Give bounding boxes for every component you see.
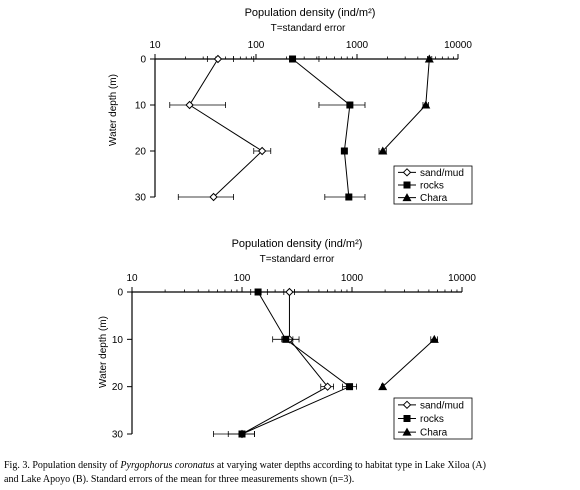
chart-a-y-ticks — [135, 55, 155, 204]
chart-a-legend-marker-rocks — [404, 182, 411, 189]
chart-b-x-tick-label: 1000 — [340, 273, 364, 284]
chart-a-legend-label-sand-mud: sand/mud — [420, 167, 464, 179]
chart-panel-a — [108, 7, 472, 204]
chart-a-subtitle: T=standard error — [270, 23, 346, 34]
caption-prefix: Fig. 3. Population density of — [4, 460, 121, 471]
chart-a-line-chara — [383, 59, 430, 151]
chart-panel-b — [98, 238, 476, 441]
chart-b-y-tick-label: 20 — [111, 382, 123, 394]
chart-a-x-tick-label: 10000 — [444, 40, 472, 51]
chart-a-legend-label-chara: Chara — [420, 193, 448, 205]
chart-a-title — [245, 7, 376, 19]
chart-b-point-rocks — [346, 383, 353, 390]
chart-a-line-rocks — [293, 59, 350, 197]
chart-a-x-tick-label: 100 — [247, 40, 265, 51]
chart-a-y-tick-label: 0 — [140, 54, 146, 66]
chart-b-point-rocks — [239, 431, 246, 438]
chart-b-legend-label-rocks: rocks — [420, 414, 444, 425]
chart-a-point-rocks — [345, 194, 352, 201]
chart-b-y-tick-label: 0 — [117, 287, 123, 299]
chart-b-line-chara — [383, 339, 435, 386]
chart-b-ylabel: Water depth (m) — [98, 316, 109, 388]
figure-caption — [4, 460, 486, 485]
chart-a-legend — [394, 166, 472, 204]
chart-a-title-text: Population density (ind/m²) — [244, 7, 376, 19]
chart-b-y-tick-label: 10 — [111, 334, 123, 346]
chart-b-line-rocks — [242, 292, 350, 434]
chart-b-point-rocks — [255, 289, 262, 296]
chart-b-x-tick-label: 100 — [233, 273, 251, 284]
chart-a-line-sand-mud — [190, 59, 263, 197]
chart-a-y-tick-label: 10 — [134, 100, 146, 112]
caption-line-2: and Lake Apoyo (B). Standard errors of the mean for three measurements shown (n=3). — [4, 474, 355, 485]
chart-a-x-ticks — [149, 40, 472, 59]
chart-b-legend-label-sand-mud: sand/mud — [420, 400, 464, 412]
chart-a-y-tick-label: 20 — [134, 146, 146, 158]
chart-b-y-ticks — [112, 288, 132, 441]
chart-b-title-text: Population density (ind/m²) — [231, 238, 363, 250]
chart-a-point-rocks — [346, 102, 353, 109]
chart-a-x-tick-label: 1000 — [345, 40, 369, 51]
chart-b-line-sand-mud — [242, 292, 328, 434]
chart-a-point-rocks — [289, 56, 296, 63]
chart-a-point-sand-mud — [186, 102, 193, 109]
chart-b-legend-label-chara: Chara — [420, 427, 448, 439]
chart-b-subtitle: T=standard error — [259, 254, 335, 265]
chart-b-point-sand-mud — [286, 289, 293, 296]
chart-b-legend — [394, 398, 472, 439]
chart-a-point-rocks — [341, 148, 348, 155]
caption-suffix: at varying water depths according to habitat type in Lake Xiloa (A) — [214, 460, 486, 471]
caption-species: Pyrgophorus coronatus — [120, 460, 215, 471]
chart-a-legend-label-rocks: rocks — [420, 180, 444, 192]
chart-b-legend-marker-rocks — [404, 415, 411, 422]
chart-b-point-rocks — [282, 336, 289, 343]
chart-a-y-tick-label: 30 — [134, 192, 146, 204]
chart-b-x-tick-label: 10 — [126, 273, 138, 284]
chart-b-title — [232, 238, 363, 250]
chart-b-x-tick-label: 10000 — [448, 273, 476, 284]
chart-a-x-tick-label: 10 — [149, 40, 161, 51]
chart-b-y-tick-label: 30 — [111, 429, 123, 441]
caption-line-1 — [4, 460, 486, 471]
chart-b-x-ticks — [126, 273, 476, 292]
chart-a-ylabel: Water depth (m) — [108, 74, 119, 146]
